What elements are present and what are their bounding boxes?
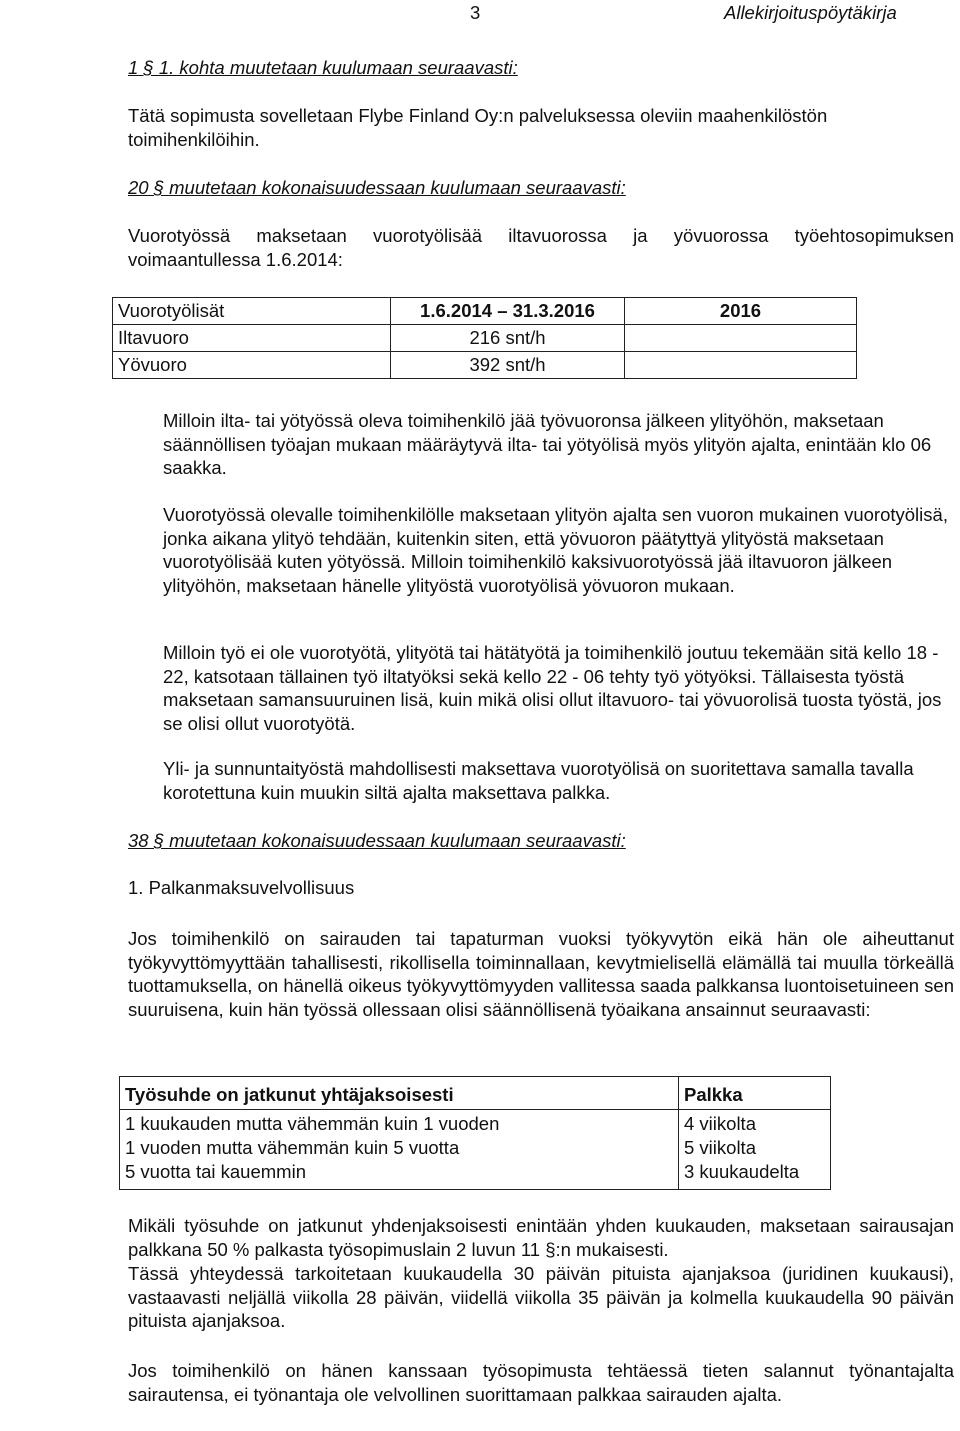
column-header: Vuorotyölisät	[113, 298, 391, 325]
list-item: 4 viikolta	[684, 1113, 756, 1134]
paragraph: Yli- ja sunnuntaityöstä mahdollisesti maksettava vuorotyölisä on suoritettava samalla tavalla korotettuna kuin muukin siltä ajalta maksettava palkka.	[163, 758, 914, 803]
row-value-2016	[625, 325, 857, 352]
page-number: 3	[470, 2, 481, 23]
row-value-2016	[625, 352, 857, 379]
table-header-row	[120, 1077, 831, 1110]
list-item: 1 kuukauden mutta vähemmän kuin 1 vuoden	[125, 1113, 500, 1134]
paragraph: Jos toimihenkilö on hänen kanssaan työsopimusta tehtäessä tieten salannut työnantajalta sairautensa, ei työnantaja ole velvollinen suorittamaan palkkaa sairauden ajalta.	[128, 1360, 954, 1405]
sick-pay-table	[119, 1076, 831, 1190]
list-item: 3 kuukaudelta	[684, 1161, 800, 1182]
paragraph: Tässä yhteydessä tarkoitetaan kuukaudella 30 päivän pituista ajanjaksoa (juridinen kuukausi), vastaavasti neljällä viikolla 28 päivän, viidellä viikolla 35 päivän ja kolmella kuukaudella 90 päivän pituista ajanjaksoa.	[128, 1263, 954, 1331]
section-1-heading: 1 § 1. kohta muutetaan kuulumaan seuraavasti:	[128, 57, 518, 78]
column-header: Työsuhde on jatkunut yhtäjaksoisesti	[120, 1077, 679, 1110]
paragraph: Milloin ilta- tai yötyössä oleva toimihenkilö jää työvuoronsa jälkeen ylityöhön, maksetaan säännöllisen työajan mukaan määräytyvä ilta- tai yötyölisä myös ylityön ajalta, enintään klo 06 saakka.	[163, 410, 932, 478]
row-value: 216 snt/h	[391, 325, 625, 352]
column-header: Palkka	[679, 1077, 831, 1110]
row-label: Yövuoro	[113, 352, 391, 379]
list-item: 1 vuoden mutta vähemmän kuin 5 vuotta	[125, 1137, 460, 1158]
section-1-body: Tätä sopimusta sovelletaan Flybe Finland Oy:n palveluksessa oleviin maahenkilöstön toimihenkilöihin.	[128, 105, 828, 150]
section-38-intro: Jos toimihenkilö on sairauden tai tapaturman vuoksi työkyvytön eikä hän ole aiheuttanut työkyvyttömyyttään tahallisesti, rikollisella toiminnallaan, kevytmielisellä elämällä tai muulla törkeällä tuottamuksella, on hänellä oikeus työkyvyttömyyden vallitessa saada palkkansa luontoisetuineen sen suuruisena, kuin hän työssä ollessaan olisi säännöllisenä työaikana ansainnut seuraavasti:	[128, 928, 954, 1020]
list-item: 5 vuotta tai kauemmin	[125, 1161, 306, 1182]
section-20-intro: Vuorotyössä maksetaan vuorotyölisää iltavuorossa ja yövuorossa työehtosopimuksen voimaantullessa 1.6.2014:	[128, 225, 954, 270]
table-body	[120, 1110, 831, 1190]
list-item: 5 viikolta	[684, 1137, 756, 1158]
paragraph: Vuorotyössä olevalle toimihenkilölle maksetaan ylityön ajalta sen vuoron mukainen vuorotyölisä, jonka aikana ylityö tehdään, kuitenkin siten, että yövuoron päätyttyä ylityöstä maksetaan vuorotyölisää kuten yötyössä. Milloin toimihenkilö kaksivuorotyössä jää iltavuoron jälkeen ylityöhön, maksetaan hänelle ylityöstä vuorotyölisä yövuoron mukaan.	[163, 504, 948, 596]
duration-cell	[120, 1110, 679, 1190]
pay-cell	[679, 1110, 831, 1190]
row-value: 392 snt/h	[391, 352, 625, 379]
column-header: 1.6.2014 – 31.3.2016	[391, 298, 625, 325]
column-header: 2016	[625, 298, 857, 325]
section-38-subheading: 1. Palkanmaksuvelvollisuus	[128, 877, 355, 898]
table-row	[113, 325, 857, 352]
table-header-row	[113, 298, 857, 325]
section-38-heading: 38 § muutetaan kokonaisuudessaan kuulumaan seuraavasti:	[128, 830, 626, 851]
paragraph: Mikäli työsuhde on jatkunut yhdenjaksoisesti enintään yhden kuukauden, maksetaan sairausajan palkkana 50 % palkasta työsopimuslain 2 luvun 11 §:n mukaisesti.	[128, 1215, 954, 1260]
paragraph: Milloin työ ei ole vuorotyötä, ylityötä tai hätätyötä ja toimihenkilö joutuu tekemään sitä kello 18 - 22, katsotaan tällainen työ iltatyöksi sekä kello 22 - 06 tehty työ yötyöksi. Tällaisesta työstä maksetaan samansuuruinen lisä, kuin mikä olisi ollut iltavuoro- tai yövuorolisä tuosta työstä, jos se olisi ollut vuorotyötä.	[163, 642, 942, 734]
section-20-heading: 20 § muutetaan kokonaisuudessaan kuulumaan seuraavasti:	[128, 177, 626, 198]
row-label: Iltavuoro	[113, 325, 391, 352]
table-row	[113, 352, 857, 379]
document-type: Allekirjoituspöytäkirja	[724, 2, 897, 23]
shift-allowance-table	[112, 297, 857, 379]
